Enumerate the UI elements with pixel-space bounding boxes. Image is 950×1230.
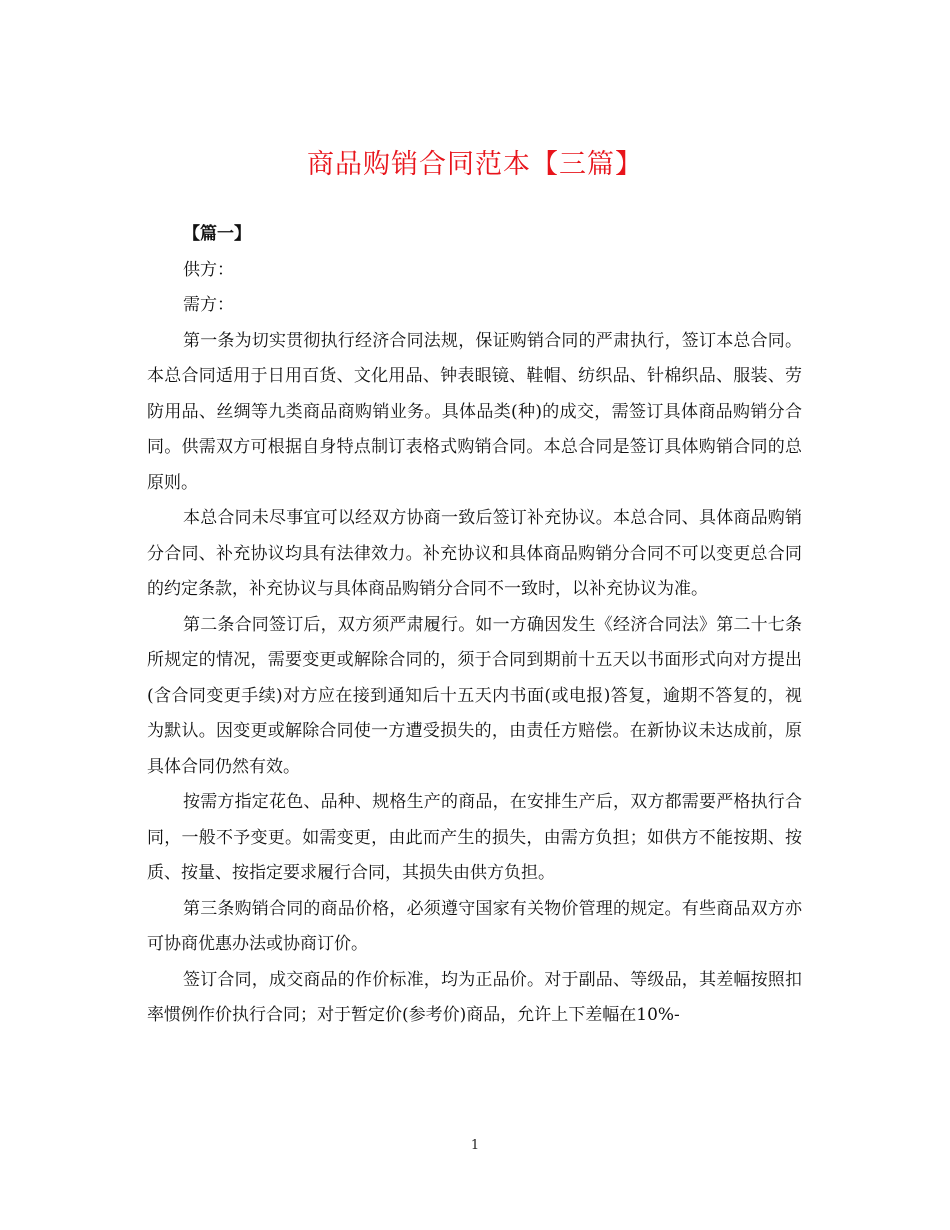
paragraph-1: 第一条为切实贯彻执行经济合同法规，保证购销合同的严肃执行，签订本总合同。本总合同适用于日用百货、文化用品、钟表眼镜、鞋帽、纺织品、针棉织品、服装、劳防用品、丝绸等九类商品商购销业务。具体品类(种)的成交，需签订具体商品购销分合同。供需双方可根据自身特点制订表格式购销合同。本总合同是签订具体购销合同的总原则。: [147, 330, 802, 493]
paragraph-5: 第三条购销合同的商品价格，必须遵守国家有关物价管理的规定。有些商品双方亦可协商优惠办法或协商订价。: [147, 898, 802, 954]
supplier-label: 供方：: [183, 259, 234, 280]
paragraph-4: 按需方指定花色、品种、规格生产的商品，在安排生产后，双方都需要严格执行合同，一般不予变更。如需变更，由此而产生的损失，由需方负担；如供方不能按期、按质、按量、按指定要求履行合同，其损失由供方负担。: [147, 792, 802, 883]
document-body: [147, 217, 802, 1034]
paragraph-6: 签订合同，成交商品的作价标准，均为正品价。对于副品、等级品，其差幅按照扣率惯例作价执行合同；对于暂定价(参考价)商品，允许上下差幅在10%-: [147, 969, 802, 1025]
page-number: 1: [470, 1138, 480, 1153]
section-heading: 【篇一】: [183, 224, 251, 244]
document-title: 商品购销合同范本【三篇】: [307, 149, 643, 180]
paragraph-3: 第二条合同签订后，双方须严肃履行。如一方确因发生《经济合同法》第二十七条所规定的情况，需要变更或解除合同的，须于合同到期前十五天以书面形式向对方提出(含合同变更手续)对方应在接到通知后十五天内书面(或电报)答复，逾期不答复的，视为默认。因变更或解除合同使一方遭受损失的，由责任方赔偿。在新协议未达成前，原具体合同仍然有效。: [147, 614, 802, 777]
buyer-label: 需方：: [183, 295, 234, 315]
paragraph-2: 本总合同未尽事宜可以经双方协商一致后签订补充协议。本总合同、具体商品购销分合同、补充协议均具有法律效力。补充协议和具体商品购销分合同不可以变更总合同的约定条款，补充协议与具体商品购销分合同不一致时，以补充协议为准。: [147, 508, 802, 599]
